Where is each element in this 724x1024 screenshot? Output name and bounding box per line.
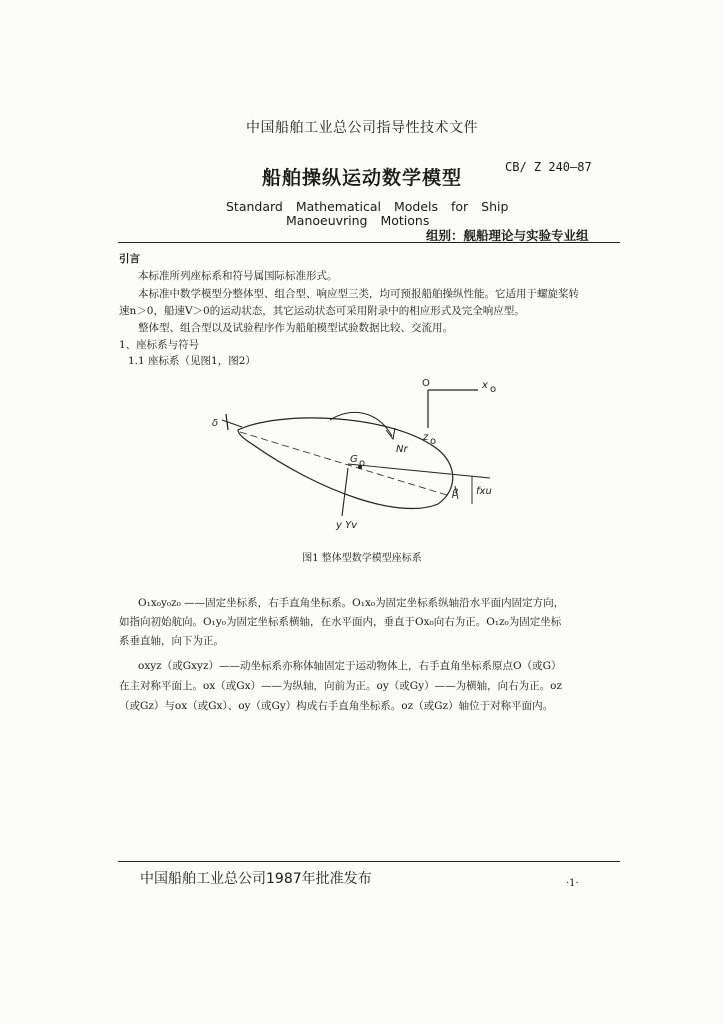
x0-label: x: [482, 380, 488, 391]
origin-label: O: [422, 378, 430, 389]
rudder-angle-label: δ: [212, 418, 219, 429]
paragraph-1-line2: 如指向初始航向。O₁y₀为固定坐标系横轴，在水平面内，垂直于Ox₀向右为正。O₁z₀为固定坐标: [119, 616, 562, 628]
document-title: 船舶操纵运动数学模型: [261, 167, 462, 189]
intro-paragraph-2-line2: 速n＞0，船速V＞0的运动状态，其它运动状态可采用附录中的相应形式及完全响应型。: [119, 305, 525, 317]
x0-sub-label: o: [490, 384, 497, 395]
document-header: 中国船舶工业总公司指导性技术文件: [246, 120, 478, 136]
intro-heading: 引言: [119, 253, 140, 265]
rudder-hinge: [222, 420, 242, 427]
paragraph-2-line1: oxyz（或Gxyz）——动坐标系亦称体轴固定于运动物体上，右手直角坐标系原点O（或G）: [138, 660, 562, 672]
paragraph-1-line1: O₁x₀y₀z₀ ——固定坐标系，右手直角坐标系。O₁x₀为固定坐标系纵轴沿水平面内固定方向，: [138, 597, 565, 609]
figure-caption: 图1 整体型数学模型座标系: [302, 553, 422, 564]
z0-sub-label: o: [430, 436, 437, 447]
intro-paragraph-1: 本标准所列座标系和符号属国际标准形式。: [138, 270, 338, 282]
english-title-line1: Standard Mathematical Models for Ship: [226, 199, 509, 214]
intro-paragraph-2-line1: 本标准中数学模型分整体型、组合型、响应型三类，均可预报船舶操纵性能。它适用于螺旋桨转: [138, 288, 579, 300]
header-rule: [118, 242, 620, 243]
footer-publisher: 中国船舶工业总公司1987年批准发布: [140, 871, 372, 887]
z0-label: z: [423, 432, 429, 443]
group-label: 组别：舰船理论与实验专业组: [426, 228, 589, 243]
paragraph-2-line3: （或Gz）与ox（或Gx）、oy（或Gy）构成右手直角坐标系。oz（或Gz）轴位于对称平面内。: [119, 700, 554, 712]
coordinate-diagram: [200, 372, 520, 540]
ship-hull-outline: [238, 418, 453, 509]
intro-paragraph-3: 整体型、组合型以及试验程序作为船舶模型试验数据比较、交流用。: [138, 322, 453, 334]
english-title-line2: Manoeuvring Motions: [286, 213, 430, 228]
yaw-rate-arc: [330, 412, 392, 436]
page-number: ·1·: [566, 878, 579, 889]
y-yv-label: y Yv: [336, 520, 358, 531]
g-sub-label: o: [359, 458, 366, 469]
ship-centerline: [240, 432, 450, 496]
g-label: G: [350, 454, 358, 465]
beta-label: β: [452, 488, 459, 499]
footer-rule: [118, 861, 620, 862]
standard-code: CB/ Z 240—87: [505, 160, 592, 174]
fxu-label: fxu: [476, 486, 492, 497]
yaw-moment-label: Nr: [396, 444, 408, 455]
section-1-heading: 1、座标系与符号: [119, 339, 200, 351]
body-y-axis: [342, 468, 348, 516]
paragraph-2-line2: 在主对称平面上。ox（或Gx）——为纵轴，向前为正。oy（或Gy）——为横轴，向右为正。oz: [119, 680, 562, 692]
paragraph-1-line3: 系垂直轴，向下为正。: [119, 635, 224, 647]
section-1-1-heading: 1.1 座标系（见图1，图2）: [128, 355, 256, 367]
